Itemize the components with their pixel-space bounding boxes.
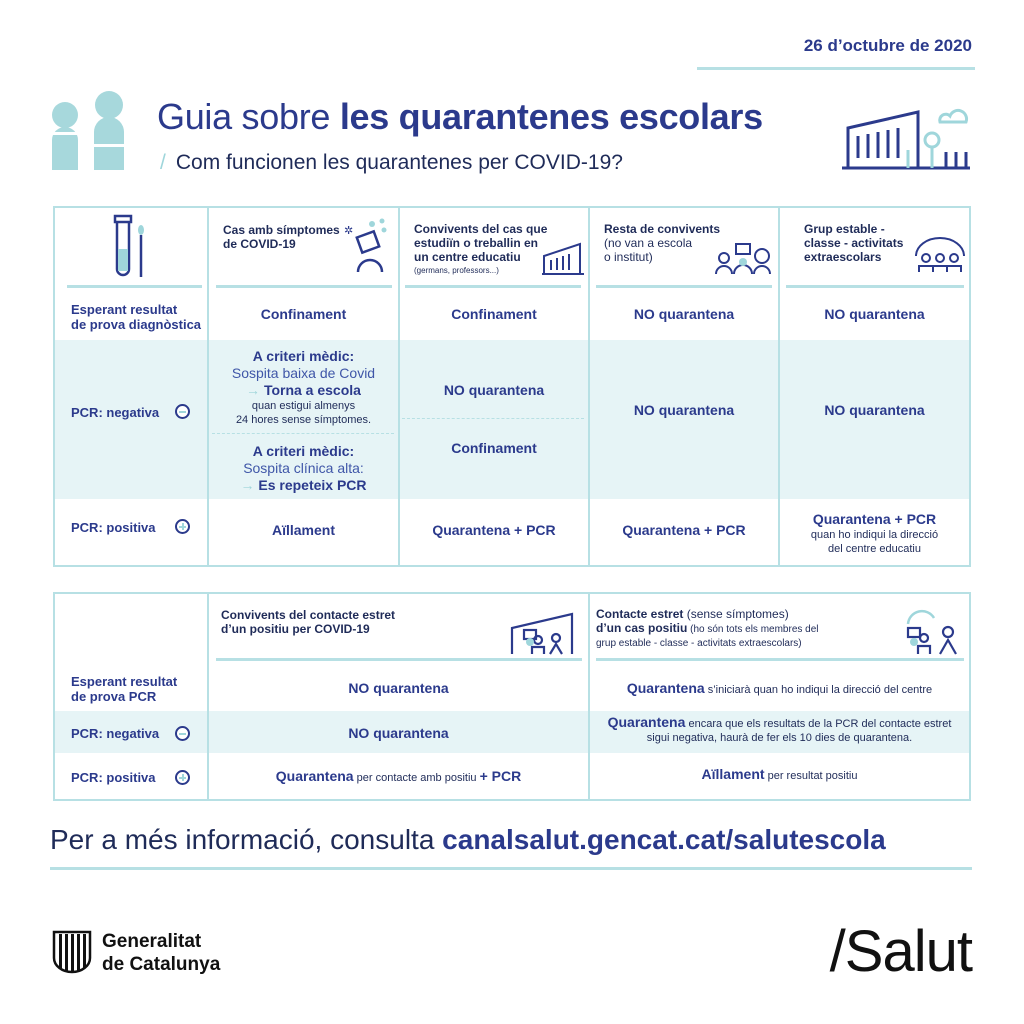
cell2-waiting-contact: Quarantena s’iniciarà quan ho indiqui la direcció del centre xyxy=(626,679,933,696)
generalitat-logo-icon xyxy=(52,928,92,974)
cell-waiting-symptoms: Confinament xyxy=(260,305,347,322)
cell-waiting-group: NO quarantena xyxy=(824,305,925,322)
page-subtitle: / Com funcionen les quarantenes per COVID-19? xyxy=(160,151,623,174)
cell-positive-other: Quarantena + PCR xyxy=(622,521,746,538)
cell2-positive-contact: Aïllament per resultat positiu xyxy=(701,765,858,782)
salut-logo: /Salut xyxy=(829,919,972,984)
cell-positive-school: Quarantena + PCR xyxy=(432,521,556,538)
col-header-symptoms: Cas amb símptomes de COVID-19 xyxy=(223,223,340,251)
cell-positive-group: Quarantena + PCR quan ho indiqui la direcció del centre educatiu xyxy=(810,510,939,555)
cell-negative-group: NO quarantena xyxy=(824,402,925,418)
row-label-positive-2: PCR: positiva xyxy=(71,770,156,785)
col-header-cohabitants-school: Convivents del cas que estudiïn o treballin en un centre educatiu (germans, professors...) xyxy=(414,222,548,275)
school-icon xyxy=(842,100,972,172)
cell-waiting-other: NO quarantena xyxy=(633,305,735,322)
classroom-icon xyxy=(508,610,578,656)
cell-negative-school-b: Confinament xyxy=(451,439,537,456)
svg-text:✲: ✲ xyxy=(344,224,354,237)
col-header-close-contact-cohabitants: Convivents del contacte estret d’un positiu per COVID-19 xyxy=(221,608,396,636)
cell-negative-symptoms-high: A criteri mèdic: Sospita clínica alta: → Es repeteix PCR xyxy=(240,442,367,493)
plus-icon xyxy=(175,770,190,785)
cell2-negative-contact: Quarantena encara que els resultats de la PCR del contacte estret sigui negativa, haurà de fer els 10 dies de quarantena. xyxy=(607,713,952,744)
row-label-positive: PCR: positiva xyxy=(71,520,156,535)
group-icon xyxy=(914,234,966,274)
cell2-positive-cohabitants: Quarantena per contacte amb positiu + PCR xyxy=(275,767,522,784)
plus-icon xyxy=(175,519,190,534)
minus-icon xyxy=(175,404,190,419)
sick-person-icon xyxy=(342,216,392,274)
family-icon xyxy=(714,238,772,276)
cell-negative-other: NO quarantena xyxy=(633,402,735,418)
close-contact-icon xyxy=(902,606,964,656)
people-logo-icon xyxy=(52,88,126,172)
col-header-other-cohabitants: Resta de convivents (no van a escola o institut) xyxy=(604,222,721,264)
cell2-waiting-cohabitants: NO quarantena xyxy=(348,679,449,696)
generalitat-name: Generalitat de Catalunya xyxy=(102,931,221,975)
row-label-negative-2: PCR: negativa xyxy=(71,726,160,741)
cell2-negative-cohabitants: NO quarantena xyxy=(348,724,449,741)
info-link[interactable]: canalsalut.gencat.cat/salutescola xyxy=(442,824,886,855)
date: 26 d’octubre de 2020 xyxy=(803,36,972,55)
cell-negative-symptoms-low: A criteri mèdic: Sospita baixa de Covid → Torna a escola quan estigui almenys 24 hores sense símptomes. xyxy=(231,347,376,426)
test-tube-icon xyxy=(112,213,148,279)
cell-negative-school-a: NO quarantena xyxy=(443,381,545,398)
divider xyxy=(50,867,972,870)
cell-positive-symptoms: Aïllament xyxy=(271,521,335,538)
more-info: Per a més informació, consulta canalsalut.gencat.cat/salutescola xyxy=(50,824,886,855)
row-label-waiting-pcr: Esperant resultat de prova PCR xyxy=(71,674,178,704)
col-header-close-contact: Contacte estret (sense símptomes) d’un cas positiu (ho són tots els membres del grup estable - classe - activitats extraescolars) xyxy=(596,607,819,649)
minus-icon xyxy=(175,726,190,741)
page-title: Guia sobre les quarantenes escolars xyxy=(157,96,763,137)
divider xyxy=(697,67,975,70)
school-building-icon xyxy=(542,238,584,276)
row-label-negative: PCR: negativa xyxy=(71,405,160,420)
col-header-stable-group: Grup estable - classe - activitats extraescolars xyxy=(804,222,904,264)
row-label-waiting: Esperant resultat de prova diagnòstica xyxy=(71,302,202,332)
cell-waiting-cohabitants-school: Confinament xyxy=(451,305,537,322)
